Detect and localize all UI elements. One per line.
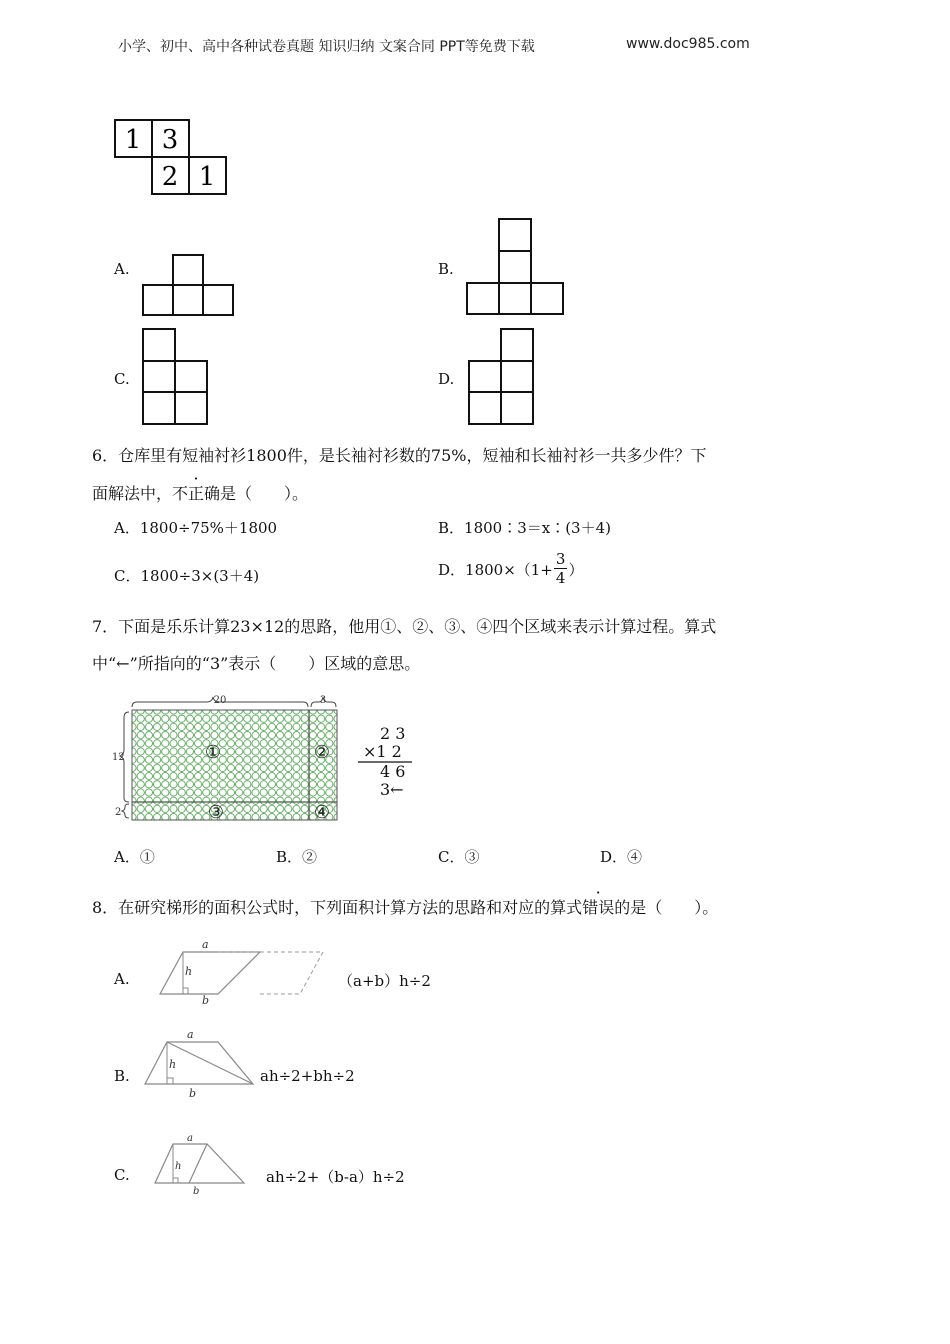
calc-row-1: 2 3	[380, 724, 406, 743]
label-12: 12	[112, 752, 125, 763]
q6-emphasis: 不正确	[172, 484, 221, 503]
q8-option-a-figure	[155, 938, 330, 1006]
calc-row-3: 4 6	[380, 762, 406, 781]
fraction	[554, 552, 568, 586]
label-20: 20	[213, 695, 227, 706]
region-3-label: ③	[207, 802, 225, 823]
q6-option-d-post: ）	[568, 560, 584, 579]
label-b: b	[202, 994, 210, 1006]
net-number: 2	[161, 162, 179, 192]
site-header-text: 小学、初中、高中各种试卷真题 知识归纳 文案合同 PPT等免费下载	[118, 39, 535, 55]
q8-option-b-formula: ah÷2+bh÷2	[260, 1067, 355, 1085]
label-2: 2	[115, 807, 122, 818]
q6-option-d-pre: D．1800×（1+	[438, 560, 553, 579]
q8-stem-post: 的是（ ）。	[614, 898, 719, 917]
q5-option-a-label[interactable]: A.	[114, 260, 130, 278]
label-a: a	[187, 1133, 193, 1144]
site-header-url[interactable]: www.doc985.com	[626, 36, 750, 52]
q7-area-model-figure	[112, 690, 432, 826]
label-h: h	[169, 1058, 177, 1071]
q7-option-b[interactable]: B．②	[276, 848, 318, 866]
q8-option-a-formula: （a+b）h÷2	[338, 972, 431, 990]
label-a: a	[187, 1028, 194, 1041]
label-a: a	[202, 938, 209, 951]
q6-option-c[interactable]: C．1800÷3×(3＋4)	[114, 567, 260, 585]
fraction-denominator: 4	[555, 569, 566, 587]
label-b: b	[193, 1186, 200, 1197]
label-b: b	[189, 1087, 197, 1100]
q8-emphasis: 错误	[582, 898, 615, 917]
region-1-label: ①	[204, 742, 222, 763]
region-2-label: ②	[313, 742, 331, 763]
q5-option-b-label[interactable]: B.	[438, 260, 454, 278]
region-4-label: ④	[313, 802, 331, 823]
calc-row-4: 3←	[380, 780, 404, 799]
q8-option-b-figure	[143, 1026, 258, 1100]
q7-stem-line2: 中“←”所指向的“3”表示（ ）区域的意思。	[92, 654, 421, 673]
q8-stem	[92, 895, 718, 918]
q5-option-c-figure	[142, 328, 208, 425]
q8-option-c-label[interactable]: C.	[114, 1166, 130, 1184]
q6-stem-pre: 面解法中，	[92, 484, 173, 503]
net-number: 3	[161, 125, 179, 155]
calc-row-2: ×1 2	[363, 742, 402, 761]
fraction-numerator: 3	[555, 550, 566, 568]
q5-option-d-label[interactable]: D.	[438, 370, 455, 388]
label-h: h	[175, 1161, 182, 1172]
q6-stem-line1: 6．仓库里有短袖衬衫1800件，是长袖衬衫数的75%，短袖和长袖衬衫一共多少件？下	[92, 446, 707, 465]
net-number: 1	[124, 125, 142, 155]
label-3: 3	[319, 695, 327, 706]
q8-option-c-formula: ah÷2+（b-a）h÷2	[266, 1168, 405, 1186]
cube-net-figure	[112, 118, 230, 198]
q7-option-c[interactable]: C．③	[438, 848, 480, 866]
q5-option-b-figure	[466, 218, 564, 315]
q7-option-a[interactable]: A．①	[114, 848, 155, 866]
q5-option-c-label[interactable]: C.	[114, 370, 130, 388]
q6-option-a[interactable]: A．1800÷75%＋1800	[114, 519, 278, 537]
q8-stem-pre: 8．在研究梯形的面积公式时，下列面积计算方法的思路和对应的算式	[92, 898, 583, 917]
q6-stem-post: 是（ ）。	[220, 484, 309, 503]
q5-option-a-figure	[142, 254, 234, 316]
q6-option-d[interactable]	[438, 552, 583, 586]
q8-option-b-label[interactable]: B.	[114, 1067, 130, 1085]
q6-stem-line2	[92, 481, 308, 504]
q8-option-a-label[interactable]: A.	[114, 970, 130, 988]
q6-option-b[interactable]: B．1800∶3＝x∶(3＋4)	[438, 519, 611, 537]
q7-option-d[interactable]: D．④	[600, 848, 643, 866]
label-h: h	[185, 965, 193, 978]
net-number: 1	[198, 162, 216, 192]
q5-option-d-figure	[468, 328, 534, 425]
q7-stem-line1: 7．下面是乐乐计算23×12的思路，他用①、②、③、④四个区域来表示计算过程。算式	[92, 617, 717, 636]
q8-option-c-figure	[153, 1132, 247, 1200]
